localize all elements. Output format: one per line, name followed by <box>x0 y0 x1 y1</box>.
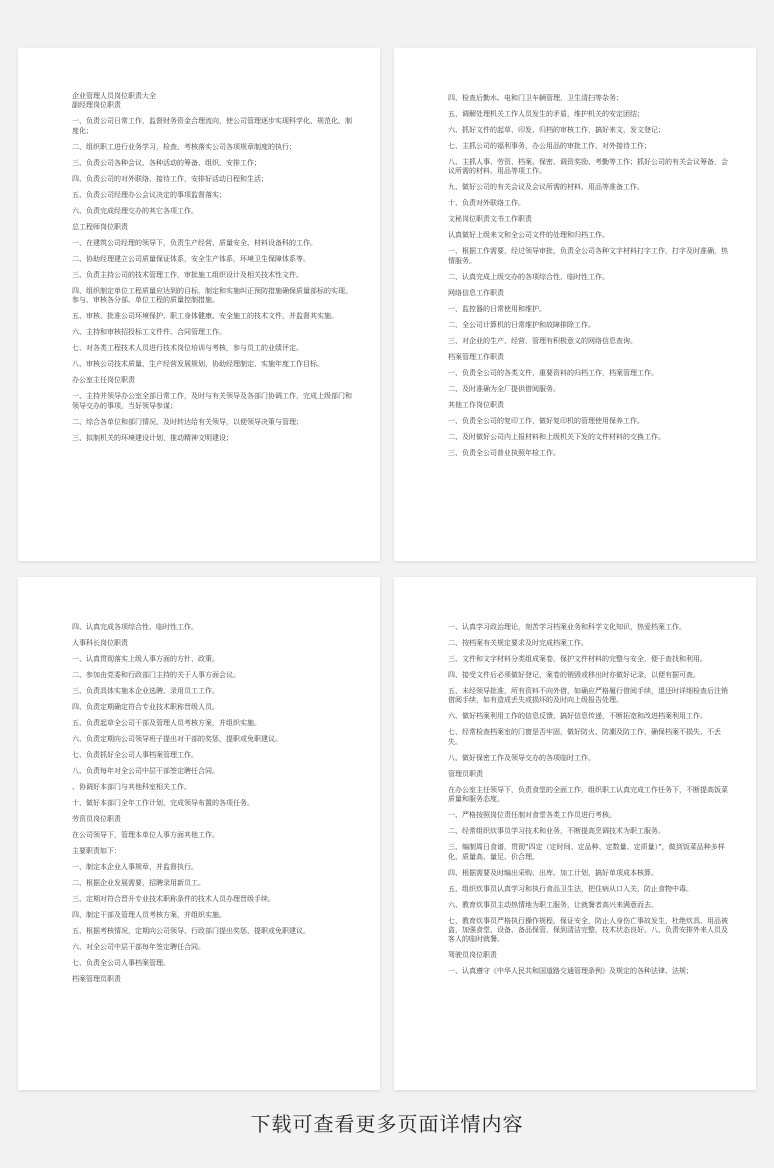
download-more-caption: 下载可查看更多页面详情内容 <box>250 1112 524 1136</box>
page-2-line: 六、抓好文件的起草、印发、归档的审核工作，搞好来文，发文登记； <box>448 126 665 134</box>
page-2-line: 八、主抓人事、劳资、档案、保密、调资奖励、考勤等工作；抓好公司的有关会议筹备，会议所需的材料、用品等项工作。 <box>448 158 728 176</box>
page-4-line: 五、未经领导批准，所有资料不向外借，如确应严格履行借阅手续，退还时详细检查后注销借阅手续，如有造成丢失或损坏的及时向上级报告处理。 <box>448 687 728 705</box>
page-1-line: 办公室主任岗位职责 <box>72 376 135 385</box>
page-1-line: 四、负责公司的对外联络、接待工作，安排好活动日程和生活； <box>72 174 268 183</box>
page-4-line: 八、做好保密工作及领导交办的各项临时工作。 <box>448 753 595 762</box>
page-2-line: 其他工作岗位职责 <box>448 400 504 409</box>
page-4-line: 三、文件和文字材料分类组成案卷，保护文件材料的完整与安全，便于查找和利用。 <box>448 655 707 663</box>
document-page-3 <box>18 577 380 1090</box>
page-4-line: 一、认真学习政治理论，刻苦学习档案业务和科学文化知识，热爱档案工作。 <box>448 623 686 631</box>
document-page-2 <box>394 48 756 561</box>
page-3-line: 三、定期对符合晋升专业技术职称条件的技术人员办理晋级手续。 <box>72 895 275 903</box>
page-1-line: 副经理岗位职责 <box>72 101 121 110</box>
page-2-line: 四、检查后勤水、电和门卫车辆管理，卫生清扫等杂务； <box>448 94 623 102</box>
page-2-line: 一、负责全公司的各类文件，重要资料的归档工作，档案管理工作。 <box>448 368 658 377</box>
page-4-line: 四、接受文件后必须做好登记，案卷的销毁或移出时亦做好记录，以便有据可查。 <box>448 671 700 679</box>
page-1-line: 企业管理人员岗位职责大全 <box>72 92 156 100</box>
page-4-line: 四、根据需要及时编出采购、出库、加工计划，搞好单项成本核算。 <box>448 868 658 877</box>
page-1-line: 三、负责公司各种会议、各种活动的筹备、组织、安排工作； <box>72 158 261 167</box>
page-3-line: 在公司领导下，管理本单位人事方面其他工作。 <box>72 831 219 839</box>
page-4-line: 七、经常检查档案室的门窗是否牢固，做好防火、防潮及防工作，确保档案不损失、不丢失。 <box>448 728 721 746</box>
page-3-line: 五、根据考核情况，定期向公司领导、行政部门提出奖惩，提职或免职建议。 <box>72 927 310 935</box>
page-2-line: 三、对企业的生产、经营、管理有积极意义的网络信息查询。 <box>448 336 637 345</box>
page-3-line: 四、负责定期确定符合专业技术职称晋级人员。 <box>72 703 219 711</box>
page-1-line: 总工程师岗位职责 <box>72 222 128 231</box>
page-2-line: 三、负责全公司普业执照年检工作。 <box>448 448 560 457</box>
page-2-line: 一、根据工作需要，经过领导审批，负责全公司各种文字材料打字工作，打字及时准确，热情服务。 <box>448 247 728 265</box>
page-1-line: 三、拟制机关的环境建设计划，推动精神文明建设； <box>72 433 233 442</box>
page-2-line: 文秘岗位职责文书工作职责 <box>448 215 532 224</box>
page-1-line: 一、在建筑公司经理的领导下，负责生产经营、质量安全、材料设备科的工作。 <box>72 238 317 247</box>
page-1-line: 二、综合各单位和部门情况，及时转达给有关领导，以便领导决策与管理； <box>72 417 303 426</box>
page-1-line: 五、审核、批准公司环境保护、职工身体健康、安全施工的技术文件，并监督其实施。 <box>72 312 338 321</box>
page-2-line: 档案管理工作职责 <box>448 352 504 361</box>
page-2-line: 二、及时准确为全厂提供借阅服务。 <box>448 384 560 393</box>
page-1-line: 二、组织职工进行业务学习，检查、考核落实公司各项规章制度的执行； <box>72 142 296 151</box>
document-page-1 <box>18 48 380 561</box>
page-1-line: 三、负责主持公司的技术管理工作，审批施工组织设计及相关技术性文件。 <box>72 270 303 279</box>
page-3-line: 三、负责具体实施本企业选聘、录用员工工作。 <box>72 687 219 695</box>
page-4-line: 二、经常组织炊事员学习技术和业务，不断提高烹调技术为职工服务。 <box>448 827 665 836</box>
page-4-line: 五、组织炊事员认真学习和执行食品卫生法，把住病从口入关，防止食物中毒。 <box>448 884 693 893</box>
page-3-line: 档案管理员职责 <box>72 975 121 983</box>
page-3-line: 四、认真完成各项综合性、临时性工作。 <box>72 623 198 631</box>
page-3-line: 、协调好本部门与其他科室相关工作。 <box>72 783 191 791</box>
page-2-line: 网络信息工作职责 <box>448 288 504 297</box>
page-2-line: 十、负责对外联络工作。 <box>448 199 525 208</box>
page-3-line: 七、负责抓好全公司人事档案管理工作。 <box>72 751 198 759</box>
page-4-line: 驾驶员岗位职责 <box>448 951 497 960</box>
document-page-4 <box>394 577 756 1090</box>
page-3-line: 劳资员岗位职责 <box>72 815 121 823</box>
page-4-line: 一、认真遵守《中华人民共和国道路交通管理条例》及规定的各种法律、法规； <box>448 967 693 976</box>
page-2-line: 五、调解处理机关工作人员发生的矛盾，维护机关的安定团结； <box>448 110 644 118</box>
page-3-line: 六、负责定期向公司领导班子提出对干部的奖惩，提职或免职建议。 <box>72 735 282 743</box>
page-1-line: 一、负责公司日常工作，监督财务资金合理流向，使公司管理逐步实现科学化、规范化、制度化； <box>72 117 352 135</box>
page-1-line: 一、主持并领导办公室全部日常工作，及时与有关领导及各部门协调工作，完成上级部门和领导交办的事项，当好领导参谋； <box>72 392 352 410</box>
page-3-line: 二、根据企业发展需要，招聘录用新员工。 <box>72 879 205 887</box>
page-4-line: 六、做好档案利用工作的信息反馈，搞好信息传递，不断拓宽和改进档案利用工作。 <box>448 712 707 721</box>
page-4-line: 一、严格按照岗位责任制对食堂各类工作员进行考核。 <box>448 811 616 820</box>
page-4-line: 在办公室主任领导下，负责食堂的全面工作，组织职工认真完成工作任务下，不断提高饭菜质量和服务态度。 <box>448 785 728 804</box>
page-1-line: 六、负责完成经理交办的其它各项工作。 <box>72 206 198 215</box>
page-4-line: 管理员职责 <box>448 769 483 778</box>
page-2-line: 认真做好上级来文和全公司文件的处理和归档工作。 <box>448 231 609 240</box>
page-3-line: 七、负责全公司人事档案管理。 <box>72 959 170 967</box>
page-2-line: 九、做好公司的有关会议及会议所需的材料、用品等准备工作。 <box>448 183 644 192</box>
page-3-line: 主要职责如下： <box>72 847 121 855</box>
page-1-line: 五、负责公司经理办公会议决定的事项监督落实； <box>72 190 226 199</box>
page-1-line: 四、组织制定单位工程质量应达到的目标，制定和实施纠正预防措施确保质量部标的实现。参与、审核各分部、单位工程的质量控制措施。 <box>72 286 352 305</box>
page-4-line: 六、教育炊事员主动热情地为职工服务，让就餐者高兴来满意而去。 <box>448 900 658 909</box>
page-2-line: 一、负责全公司的复印工作，做好复印机的管理使用保养工作。 <box>448 416 644 425</box>
page-3-line: 六、对全公司中层干部每年签定聘任合同。 <box>72 943 205 951</box>
page-3-line: 十、做好本部门全年工作计划，完成领导布置的各项任务。 <box>72 799 254 807</box>
page-3-line: 二、参加由党委和行政部门主持的关于人事方面会议。 <box>72 671 240 679</box>
page-1-line: 七、对各类工程技术人员进行技术岗位培训与考核，参与员工的业绩评定。 <box>72 344 303 353</box>
page-2-line: 二、认真完成上级交办的各项综合性、临时性工作。 <box>448 272 609 281</box>
page-4-line: 二、按档案有关规定要求及时完成档案工作。 <box>448 639 588 647</box>
page-1-line: 二、协助经理建立公司质量保证体系，安全生产体系，环境卫生保障体系等。 <box>72 254 310 263</box>
page-2-line: 二、及时做好公司内上报材料和上级机关下发的文件材料的交换工作。 <box>448 432 665 441</box>
page-4-line: 三、编制周日食谱，贯彻“四定（定时间、定品种、定数量、定质量）”，做到饭菜品种多样化、质量高、量足、价合理。 <box>448 843 725 861</box>
page-4-line: 七、教育炊事员严格执行操作规程，保证安全，防止人身伤亡事故发生，杜绝炊具、用品被盗，加强食堂、设备、备品保管，保到清洁完整，技术状态良好。八、负责安排外来人员及客人的临时就餐。 <box>448 916 728 944</box>
page-3-line: 五、负责起草全公司干部及管理人员考核方案，并组织实施。 <box>72 719 261 727</box>
page-2-line: 二、全公司计算机的日常维护和故障排除工作。 <box>448 320 595 329</box>
page-3-line: 人事科长岗位职责 <box>72 639 128 647</box>
page-3-line: 一、认真贯彻落实上级人事方面的方针、政策。 <box>72 655 219 663</box>
page-3-line: 八、负责每年对全公司中层干部签定聘任合同。 <box>72 767 219 775</box>
page-3-line: 一、制定本企业人事规章，并监督执行。 <box>72 863 198 871</box>
page-1-line: 八、审核公司技术质量、生产经营发展规划，协助经理制定、实施年度工作目标。 <box>72 360 324 369</box>
page-2-line: 七、主抓公司的福利事务，办公用品的审批工作，对外接待工作； <box>448 142 651 150</box>
page-3-line: 四、制定干部及管理人员考核方案，并组织实施。 <box>72 911 226 919</box>
page-2-line: 一、监控器的日常使用和维护。 <box>448 304 546 313</box>
page-1-line: 六、主持和审核招投标工文件件、合同管理工作。 <box>72 328 226 337</box>
